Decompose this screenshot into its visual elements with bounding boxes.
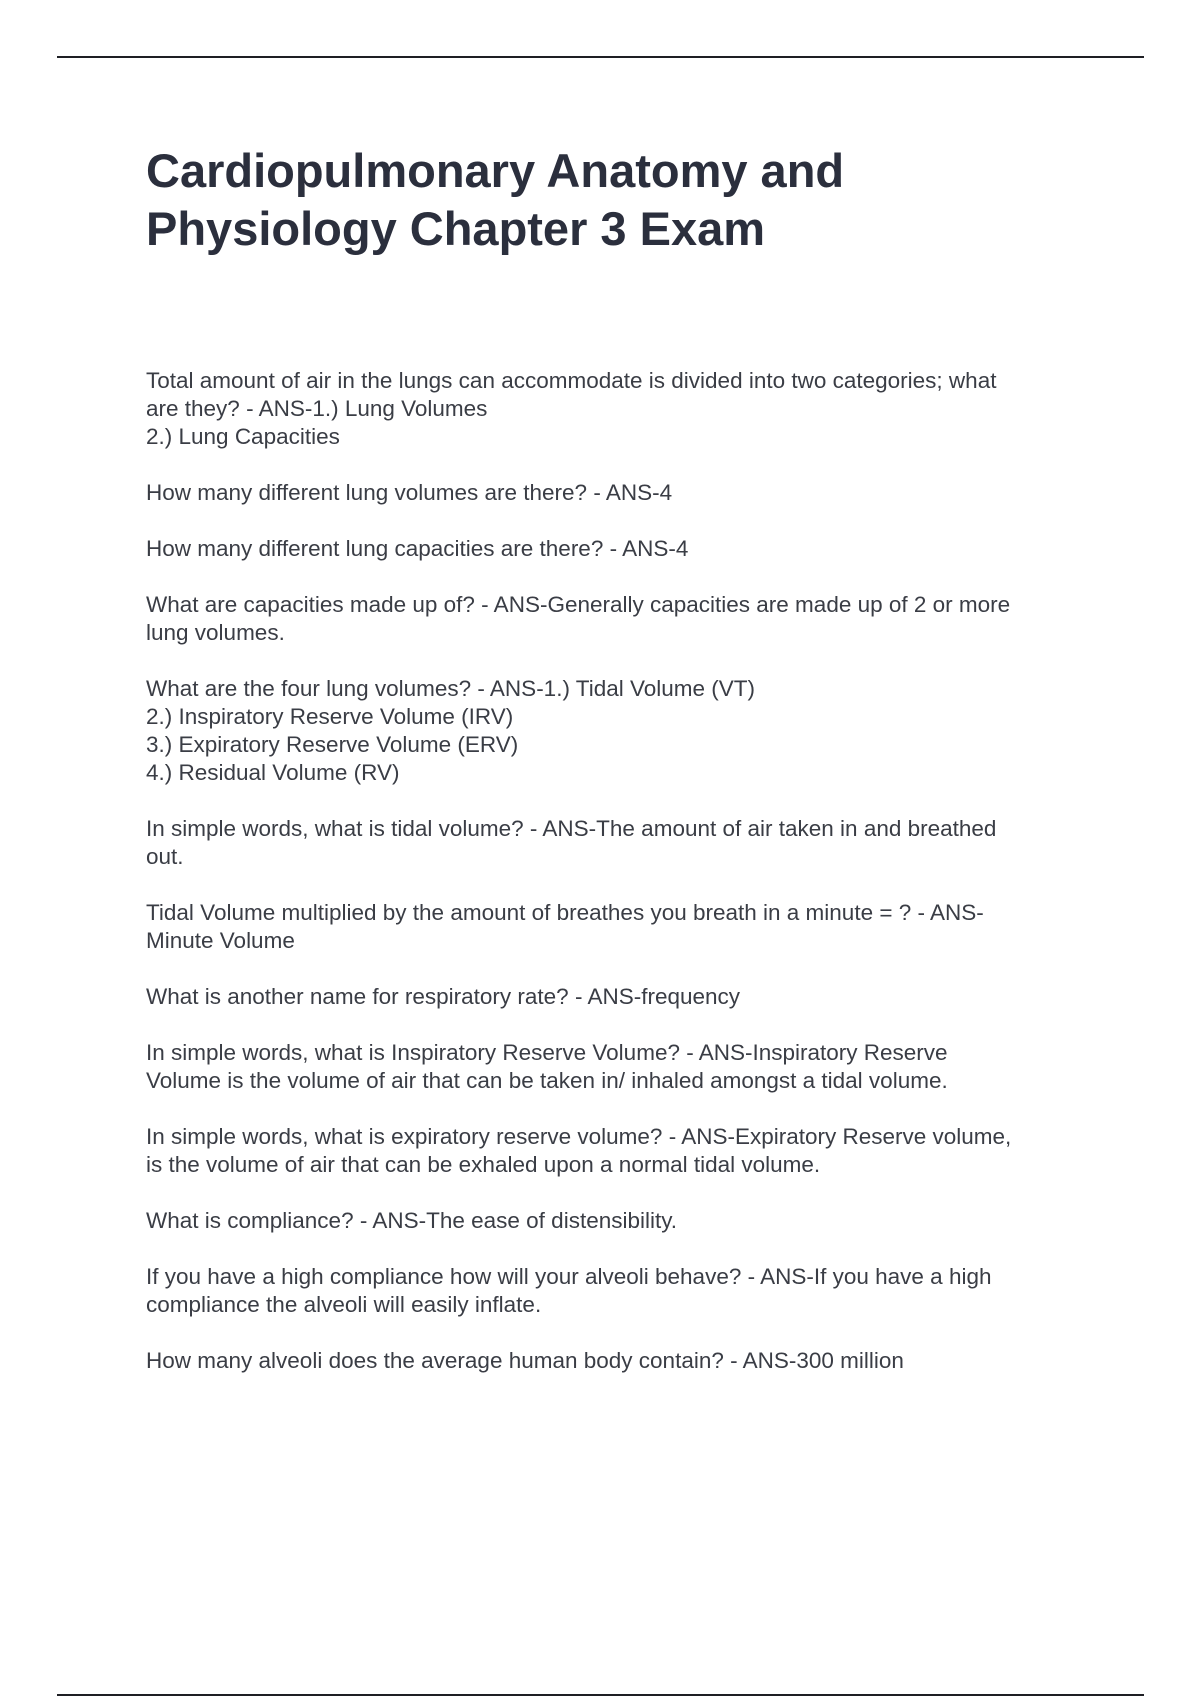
qa-item <box>146 899 1086 955</box>
qa-item <box>146 1263 1086 1319</box>
qa-line: lung volumes. <box>146 620 285 645</box>
qa-item <box>146 591 1086 647</box>
qa-item <box>146 1123 1086 1179</box>
qa-line: How many different lung capacities are there? - ANS-4 <box>146 536 689 561</box>
qa-item <box>146 815 1086 871</box>
qa-line: What is another name for respiratory rate? - ANS-frequency <box>146 984 741 1009</box>
qa-line: compliance the alveoli will easily inflate. <box>146 1292 542 1317</box>
title-line: Cardiopulmonary Anatomy and <box>146 144 845 197</box>
qa-line: 4.) Residual Volume (RV) <box>146 760 400 785</box>
qa-item <box>146 367 1086 451</box>
qa-line: If you have a high compliance how will your alveoli behave? - ANS-If you have a high <box>146 1264 992 1289</box>
qa-line: Tidal Volume multiplied by the amount of breathes you breath in a minute = ? - ANS- <box>146 900 984 925</box>
qa-line: 2.) Inspiratory Reserve Volume (IRV) <box>146 704 514 729</box>
qa-line: out. <box>146 844 184 869</box>
qa-line: What are the four lung volumes? - ANS-1.) Tidal Volume (VT) <box>146 676 756 701</box>
qa-line: is the volume of air that can be exhaled upon a normal tidal volume. <box>146 1152 821 1177</box>
qa-line: Minute Volume <box>146 928 295 953</box>
qa-item <box>146 479 1086 507</box>
top-rule <box>57 56 1144 58</box>
document-title <box>146 142 1086 258</box>
qa-line: In simple words, what is expiratory reserve volume? - ANS-Expiratory Reserve volume, <box>146 1124 1012 1149</box>
qa-list <box>146 367 1086 1403</box>
title-line: Physiology Chapter 3 Exam <box>146 202 766 255</box>
qa-line: 3.) Expiratory Reserve Volume (ERV) <box>146 732 519 757</box>
qa-line: What are capacities made up of? - ANS-Generally capacities are made up of 2 or more <box>146 592 1011 617</box>
bottom-rule <box>57 1694 1144 1696</box>
qa-item <box>146 1347 1086 1375</box>
qa-line: How many different lung volumes are there? - ANS-4 <box>146 480 673 505</box>
qa-item <box>146 1207 1086 1235</box>
qa-line: Volume is the volume of air that can be taken in/ inhaled amongst a tidal volume. <box>146 1068 948 1093</box>
qa-line: How many alveoli does the average human body contain? - ANS-300 million <box>146 1348 904 1373</box>
qa-line: What is compliance? - ANS-The ease of distensibility. <box>146 1208 678 1233</box>
qa-item <box>146 1039 1086 1095</box>
qa-item <box>146 675 1086 787</box>
qa-item <box>146 983 1086 1011</box>
qa-line: In simple words, what is Inspiratory Reserve Volume? - ANS-Inspiratory Reserve <box>146 1040 948 1065</box>
qa-line: 2.) Lung Capacities <box>146 424 340 449</box>
qa-line: Total amount of air in the lungs can accommodate is divided into two categories; what <box>146 368 997 393</box>
qa-item <box>146 535 1086 563</box>
qa-line: In simple words, what is tidal volume? - ANS-The amount of air taken in and breathed <box>146 816 997 841</box>
qa-line: are they? - ANS-1.) Lung Volumes <box>146 396 488 421</box>
